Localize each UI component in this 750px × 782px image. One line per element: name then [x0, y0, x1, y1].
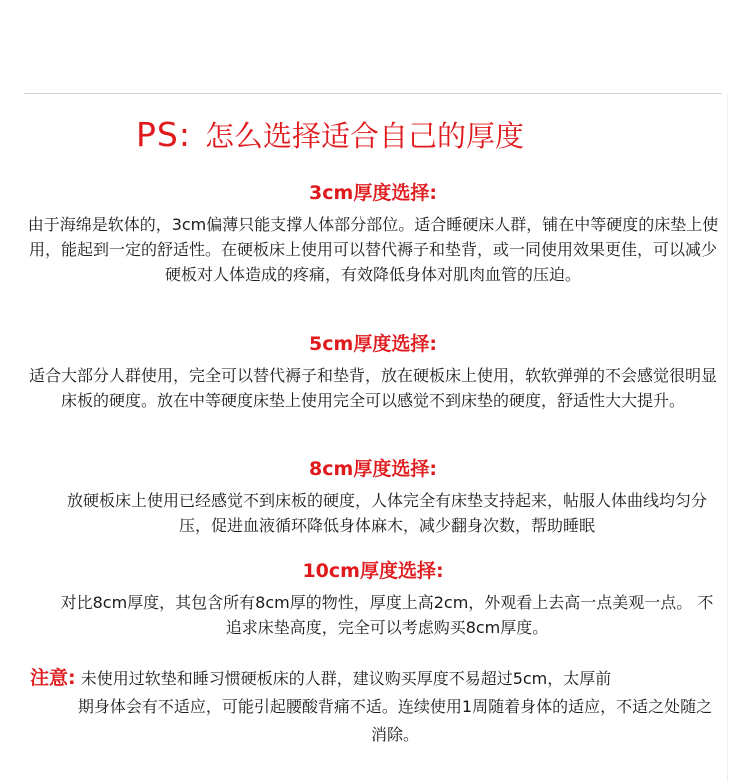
notice-block	[30, 664, 720, 749]
section-body: 由于海绵是软体的，3cm偏薄只能支撑人体部分部位。适合睡硬床人群，铺在中等硬度的床垫上使用，能起到一定的舒适性。在硬板床上使用可以替代褥子和垫背，或一同使用效果更佳，可以减少硬板对人体造成的疼痛，有效降低身体对肌肉血管的压迫。	[27, 215, 719, 284]
section-3cm	[24, 180, 722, 287]
right-divider	[727, 93, 728, 782]
section-heading: 8cm厚度选择:	[309, 458, 437, 480]
section-body: 放硬板床上使用已经感觉不到床板的硬度，人体完全有床垫支持起来，帖服人体曲线均匀分压，促进血液循环降低身体麻木，减少翻身次数，帮助睡眠	[66, 491, 707, 535]
page-title	[136, 115, 524, 154]
section-body: 适合大部分人群使用，完全可以替代褥子和垫背，放在硬板床上使用，软软弹弹的不会感觉很明显床板的硬度。放在中等硬度床垫上使用完全可以感觉不到床垫的硬度，舒适性大大提升。	[28, 366, 717, 410]
notice-first-line	[30, 664, 720, 693]
notice-text-rest: 期身体会有不适应，可能引起腰酸背痛不适。连续使用1周随着身体的适应，不适之处随之消除。	[77, 697, 713, 744]
section-heading: 10cm厚度选择:	[302, 560, 444, 582]
section-body: 对比8cm厚度，其包含所有8cm厚的物性，厚度上高2cm，外观看上去高一点美观一点。 不追求床垫高度，完全可以考虑购买8cm厚度。	[60, 593, 714, 637]
section-heading: 3cm厚度选择:	[309, 182, 437, 204]
top-divider	[24, 93, 722, 94]
title-text: 怎么选择适合自己的厚度	[204, 119, 524, 153]
notice-text-line1: 未使用过软垫和睡习惯硬板床的人群，建议购买厚度不易超过5cm，太厚前	[80, 669, 612, 688]
section-10cm	[24, 558, 722, 640]
title-prefix: PS:	[136, 115, 191, 154]
section-8cm	[24, 456, 722, 538]
section-heading: 5cm厚度选择:	[309, 333, 437, 355]
notice-label: 注意:	[30, 667, 76, 689]
section-5cm	[24, 331, 722, 413]
